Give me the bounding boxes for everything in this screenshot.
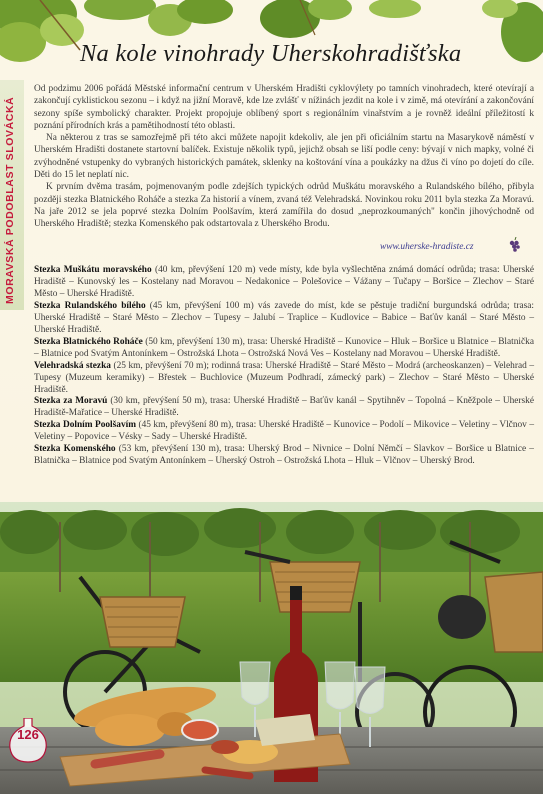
routes-list	[34, 265, 534, 468]
route-name: Stezka Dolním Poolšavím	[34, 420, 137, 431]
route-name: Stezka Rulandského bílého	[34, 300, 146, 311]
route-item	[34, 301, 534, 337]
page-title: Na kole vinohrady Uherskohradišťska	[80, 40, 462, 67]
route-description: (45 km, převýšení 80 m), trasa: Uherské Hradiště – Kunovice – Podolí – Mikovice – Veletiny – Vlčnov – Veletiny – Popovice – Vésky – Sady – Uherské Hradiště.	[34, 420, 534, 443]
route-item	[34, 337, 534, 361]
intro-paragraph: Na některou z tras se samozřejmě při této akci můžete napojit kdekoliv, ale jen při oficiálním startu na Masarykově náměstí v Uherském Hradišti dostanete startovní balíček. Existuje několik typů, jejichž obsah se liší podle ceny: bývají v nich mapky, volné či zvýhodněné vstupenky do vybraných historických památek, sklenky na koštování vína a poukázky na džus či víno po dojetí do cíle. Děti do 15 let neplatí nic.	[34, 133, 534, 181]
route-description: (25 km, převýšení 70 m); rodinná trasa: Uherské Hradiště – Staré Město – Modrá (archeoskanzen) – Velehrad – Tupesy (Muzeum keramiky) – Břestek – Buchlovice (Muzeum Podhradí, zámecký park) – Zlechov – Staré Město – Uherské Hradiště.	[34, 360, 534, 395]
route-description: (50 km, převýšení 130 m), trasa: Uherské Hradiště – Kunovice – Hluk – Boršice u Blatnice – Blatnička – Blatnice pod Svatým Antonínkem – Ostrožská Lhota – Ostrožská Nová Ves – Kostelany nad Moravou – Uherské Hradiště.	[34, 336, 534, 359]
intro-paragraph: Od podzimu 2006 pořádá Městské informační centrum v Uherském Hradišti cyklovýlety po tamních vinohradech, které otevírají a zakončují cyklistickou sezonu – i když na jižní Moravě, kde lze zvlášť v nížinách jezdit na kole i v zimě, má otevírání a zakončování sezony spíše symbolický charakter. Projekt propojuje oblíbený sport s regionálním vinařstvím a je rovněž ideální příležitostí k poznání přírodních krás a pamětihodností této oblasti.	[34, 84, 534, 131]
grape-icon	[508, 237, 522, 253]
route-item	[34, 420, 534, 444]
side-band-label: MORAVSKÁ PODOBLAST SLOVÁCKÁ	[4, 96, 16, 304]
intro-paragraph: K prvním dvěma trasám, pojmenovaným podle zdejších typických odrůd Muškátu moravského a Rulandského bílého, přibyla později stezka Blatnického Roháče a stezka Za historií a vínem, zvaná též Velehradská. Novinkou roku 2011 byla stezka Za Moravú. Na jaře 2012 se jela poprvé stezka Dolním Poolšavím, která zamířila do dosud „neprozkoumaných" končin jihovýchodně od Uherského Hradiště; stezka Komenského pak odstartovala z Uherského Brodu.	[34, 182, 534, 230]
route-item	[34, 265, 534, 301]
route-name: Stezka Muškátu moravského	[34, 265, 152, 275]
route-name: Stezka Blatnického Roháče	[34, 336, 143, 347]
route-description: (45 km, převýšení 100 m) vás zavede do míst, kde se pěstuje tradiční burgundská odrůda; trasa: Uherské Hradiště – Staré Město – Zlechov – Tupesy – Jalubí – Traplice – Kudlovice – Babice – Baťův kanál – Staré Město – Uherské Hradiště.	[34, 300, 534, 335]
route-description: (53 km, převýšení 130 m), trasa: Uherský Brod – Nivnice – Dolní Němčí – Slavkov – Boršice u Blatnice – Blatnička – Blatnice pod Svatým Antonínkem – Uherský Ostroh – Ostrožská Lhota – Hluk – Vlčnov – Uherský Brod.	[34, 444, 534, 467]
vineyard-picnic-photo	[0, 502, 543, 794]
intro-text	[34, 83, 534, 231]
route-description: (40 km, převýšení 120 m) vede místy, kde byla vyšlechtěna známá domácí odrůda; trasa: Uherské Hradiště – Kunovský les – Kostelany nad Moravou – Nedakonice – Polešovice – Vážany – Tučapy – Boršice – Zlechov – Staré Město – Uherské Hradiště.	[34, 265, 534, 299]
route-item	[34, 361, 534, 397]
route-name: Stezka Komenského	[34, 444, 116, 455]
route-description: (30 km, převýšení 50 m), trasa: Uherské Hradiště – Baťův kanál – Spytihněv – Topolná – Kněžpole – Uherské Hradiště-Mařatice – Uherské Hradiště.	[34, 396, 534, 419]
route-name: Stezka za Moravú	[34, 396, 108, 407]
page-number: 126	[17, 727, 39, 742]
route-item	[34, 396, 534, 420]
website-link[interactable]: www.uherske-hradiste.cz	[380, 242, 474, 252]
route-item	[34, 444, 534, 468]
route-name: Velehradská stezka	[34, 360, 111, 371]
